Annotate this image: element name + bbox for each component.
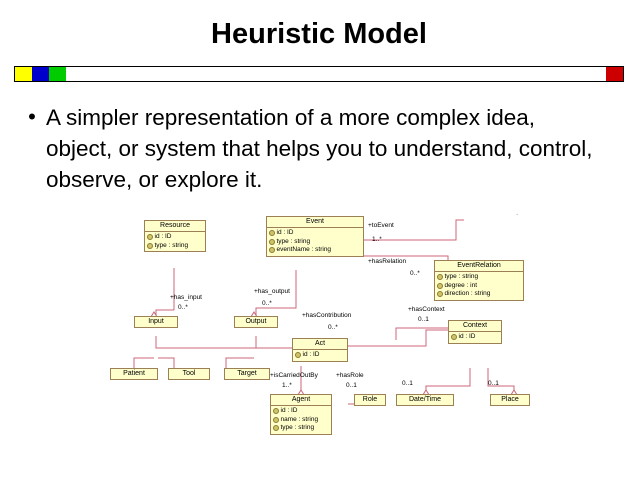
class-name: Output	[235, 317, 277, 327]
association-label-iscarriedoutby: +isCarriedOutBy	[270, 372, 318, 379]
attribute-visibility-icon	[437, 274, 443, 280]
uml-class-agent	[270, 394, 332, 435]
class-attributes	[449, 332, 501, 343]
bullet-marker: •	[28, 104, 36, 129]
attribute-visibility-icon	[269, 239, 275, 245]
class-name: Act	[293, 339, 347, 350]
association-label-hasinput: +has_input	[170, 294, 202, 301]
attribute-row: type : string	[273, 424, 330, 433]
attribute-row: id : ID	[147, 233, 204, 242]
uml-class-role	[354, 394, 386, 406]
uml-class-output	[234, 316, 278, 328]
attribute-row: id : ID	[269, 229, 362, 238]
association-multiplicity-hascontribution: 0..*	[328, 324, 338, 331]
attribute-visibility-icon	[437, 283, 443, 289]
uml-class-resource	[144, 220, 206, 252]
uml-class-diagram	[96, 208, 566, 453]
attribute-visibility-icon	[437, 291, 443, 297]
attribute-visibility-icon	[273, 417, 279, 423]
attribute-visibility-icon	[147, 243, 153, 249]
class-name: Date/Time	[397, 395, 453, 405]
attribute-row: type : string	[437, 273, 522, 282]
class-name: Context	[449, 321, 501, 332]
uml-class-context	[448, 320, 502, 344]
association-multiplicity-context-datetime: 0..1	[402, 380, 413, 387]
class-attributes	[145, 232, 205, 251]
class-name: Input	[135, 317, 177, 327]
class-name: Agent	[271, 395, 331, 406]
association-multiplicity-hasrole: 0..1	[346, 382, 357, 389]
class-name: Tool	[169, 369, 209, 379]
attribute-row: type : string	[147, 242, 204, 251]
uml-class-place	[490, 394, 530, 406]
divider-segment-green	[49, 67, 66, 81]
page-title: Heuristic Model	[211, 18, 427, 50]
divider-segment-blue	[32, 67, 49, 81]
class-attributes	[271, 406, 331, 434]
uml-class-event	[266, 216, 364, 257]
association-multiplicity-hasrelation: 0..*	[410, 270, 420, 277]
bullet-item	[18, 102, 618, 195]
attribute-row: id : ID	[451, 333, 500, 342]
association-multiplicity-hasoutput: 0..*	[262, 300, 272, 307]
association-label-hasoutput: +has_output	[254, 288, 290, 295]
class-name: Resource	[145, 221, 205, 232]
attribute-row: id : ID	[273, 407, 330, 416]
uml-class-target	[224, 368, 270, 380]
attribute-visibility-icon	[273, 425, 279, 431]
uml-class-tool	[168, 368, 210, 380]
class-name: EventRelation	[435, 261, 523, 272]
uml-class-act	[292, 338, 348, 362]
attribute-visibility-icon	[273, 408, 279, 414]
class-name: Event	[267, 217, 363, 228]
association-multiplicity-hasinput: 0..*	[178, 304, 188, 311]
class-attributes	[267, 228, 363, 256]
attribute-row: direction : string	[437, 290, 522, 299]
association-label-hascontext: +hasContext	[408, 306, 445, 313]
attribute-row: id : ID	[295, 351, 346, 360]
divider-segment-yellow	[15, 67, 32, 81]
attribute-visibility-icon	[451, 334, 457, 340]
class-attributes	[435, 272, 523, 300]
attribute-visibility-icon	[269, 247, 275, 253]
attribute-row: type : string	[269, 238, 362, 247]
uml-class-eventrelation	[434, 260, 524, 301]
association-multiplicity-iscarriedoutby: 1..*	[282, 382, 292, 389]
divider-segment-red	[606, 67, 623, 81]
decorative-divider-bar	[14, 66, 624, 82]
class-name: Place	[491, 395, 529, 405]
uml-class-patient	[110, 368, 158, 380]
attribute-row: eventName : string	[269, 246, 362, 255]
association-multiplicity-toevent: 1..*	[372, 236, 382, 243]
association-multiplicity-context-place: 0..1	[488, 380, 499, 387]
attribute-row: name : string	[273, 416, 330, 425]
class-attributes	[293, 350, 347, 361]
association-multiplicity-hascontext: 0..1	[418, 316, 429, 323]
association-label-hascontribution: +hasContribution	[302, 312, 352, 319]
attribute-visibility-icon	[147, 234, 153, 240]
attribute-visibility-icon	[295, 352, 301, 358]
class-name: Patient	[111, 369, 157, 379]
uml-class-datetime	[396, 394, 454, 406]
class-name: Target	[225, 369, 269, 379]
association-label-toevent: +toEvent	[368, 222, 394, 229]
class-name: Role	[355, 395, 385, 405]
attribute-row: degree : int	[437, 282, 522, 291]
stray-dot-artifact: .	[516, 208, 519, 217]
association-label-hasrole: +hasRole	[336, 372, 364, 379]
uml-class-input	[134, 316, 178, 328]
attribute-visibility-icon	[269, 230, 275, 236]
bullet-text: A simpler representation of a more complex idea, object, or system that helps you to understand, control, observe, or explore it.	[46, 105, 593, 192]
association-label-hasrelation: +hasRelation	[368, 258, 407, 265]
